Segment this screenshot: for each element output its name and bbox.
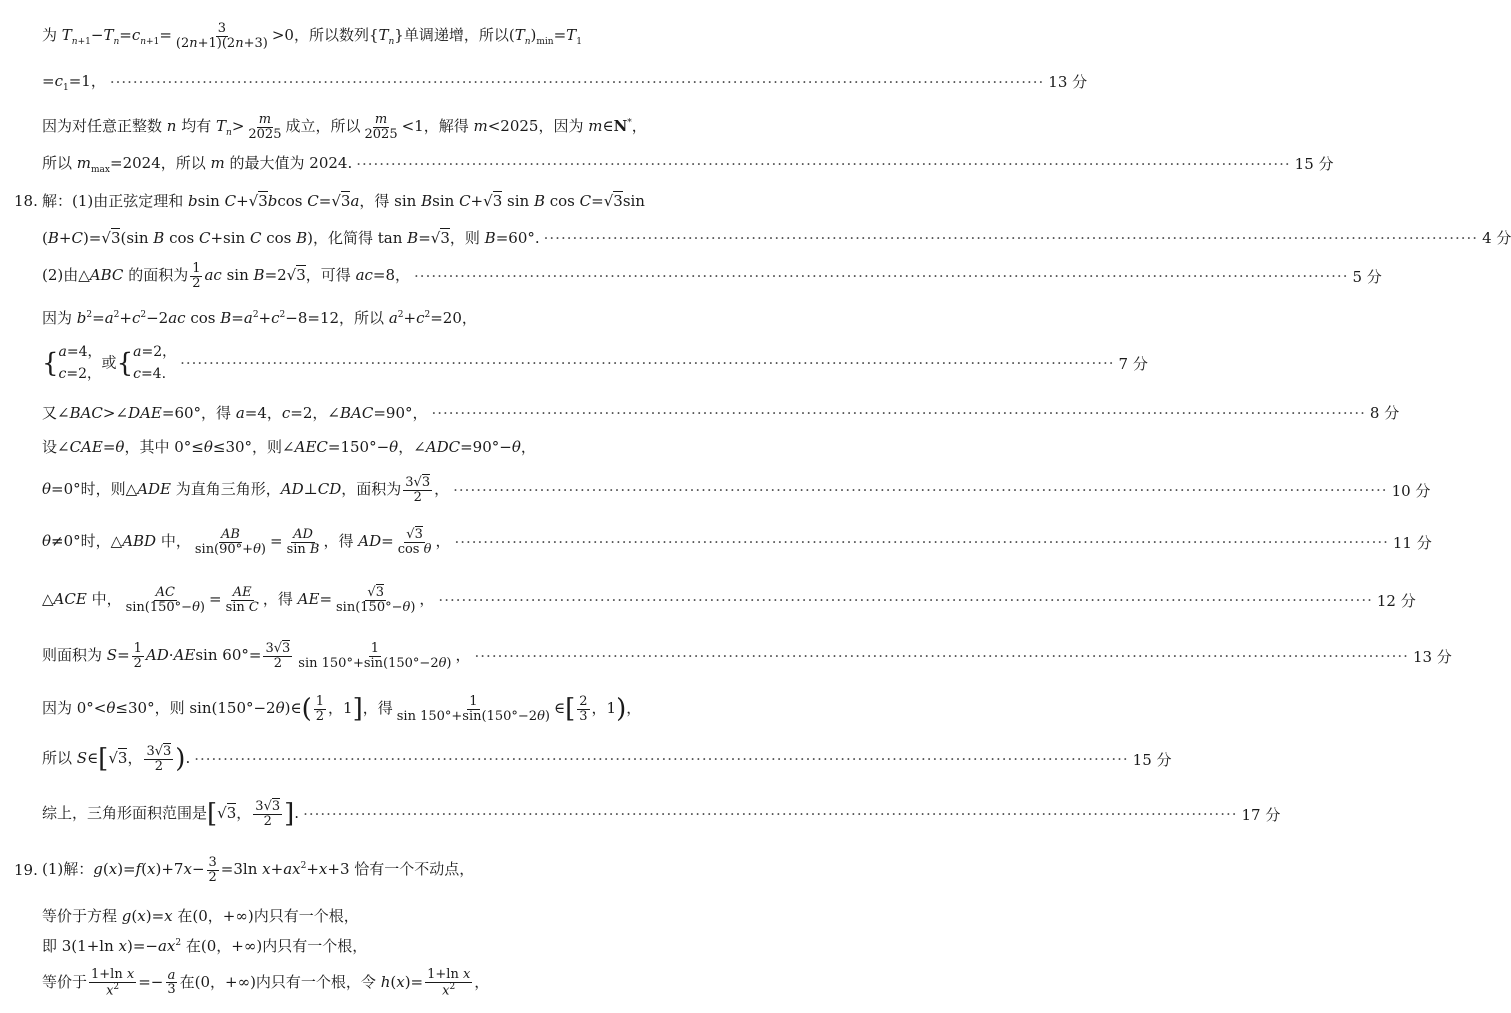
leader-dots: [454, 533, 1388, 551]
line-11: 设∠CAE=θ，其中 0°≤θ≤30°，则∠AEC=150°−θ，∠ADC=90°−θ，: [42, 438, 536, 456]
leader-dots: [180, 354, 1114, 372]
line-10: 又∠BAC>∠DAE=60°，得 a=4，c=2，∠BAC=90°， ····· 8 分: [42, 402, 678, 423]
line-22: 等价于 $\frac{\text{1+ln x}}{x^2}$ =− $\frac{a}{3}$ 在(0，+∞)内只有一个根，令 h(x)= $\frac{\text{1+ln x}}{x^2}$ ，: [42, 967, 490, 998]
score-13b: 13 分: [1412, 647, 1452, 666]
line-19: 19. (1)解：g(x)=f(x)+7x− $\frac{3}{2}$ =3ln $x+ax^2+x+3$ 恰有一个不动点，: [14, 855, 475, 885]
score-11: 11 分: [1392, 533, 1432, 552]
line-20: 等价于方程 g(x)=x 在(0，+∞)内只有一个根，: [42, 907, 359, 925]
score-5: 5 分: [1352, 267, 1382, 286]
leader-dots: [475, 647, 1409, 665]
line-1: 为 $T_{n+1}-T_n=c_{n+1}=$ $\frac{3}{(2n+1)(2n+3)}$ >0，所以数列$\{T_n\}$单调递增，所以$(T_n)_{min}=T_1$: [42, 21, 582, 51]
line-13: θ≠0°时，△ABD 中， $\frac{AB}{\sin(90^\circ+\theta)}$ = $\frac{AD}{\text{sin B}}$ ，得 AD= $\frac{√3}{\text{cos θ}}$ ， ····· 11 分: [42, 528, 678, 556]
leader-dots: [194, 750, 1128, 768]
line-4: 所以 $m_{max}=2024$，所以 m 的最大值为 2024. ····· 15 分: [42, 152, 678, 175]
score-17: 17 分: [1241, 805, 1281, 824]
line-16: 因为 0°<θ≤30°，则 sin(150°−2θ)∈( $\frac{1}{2}$ ，1]，得 $\frac{1}{\sin 150^\circ+\sin(150^\circ-2\theta)}$ ∈[ $\frac{2}{3}$ ，1)，: [42, 694, 642, 725]
line-18: 综上，三角形面积范围是[√3， $\frac{3√3}{2}$ ]. ····· 17 分: [42, 800, 678, 828]
leader-dots: [110, 73, 1044, 91]
line-14: △ACE 中， $\frac{AC}{\sin(150^\circ-\theta)}$ = $\frac{AE}{\text{sin C}}$ ，得 AE= $\frac{√3}{\sin(150^\circ-\theta)}$ ， ····· 12 分: [42, 586, 678, 614]
line-5: 18. 解：(1)由正弦定理和 bsin C+√3bcos C=√3a，得 sin Bsin C+√3 sin B cos C=√3sin: [14, 191, 645, 210]
leader-dots: [438, 591, 1372, 609]
score-8: 8 分: [1369, 404, 1400, 422]
score-12: 12 分: [1376, 591, 1416, 610]
line-2: $=c_1=1$， ····· 13 分: [42, 70, 678, 93]
line-3: 因为对任意正整数 n 均有 $T_n>$ $\frac{m}{2025}$ 成立，所以 $\frac{m}{2025}$ <1，解得 m<2025，因为 m∈N*，: [42, 112, 647, 142]
line-9: { a=4， c=2， 或{ a=2， c=4. ····· 7 分: [42, 340, 678, 386]
problem-number-19: 19.: [14, 861, 38, 880]
leader-dots: [414, 267, 1348, 285]
line-7: (2)由△ABC 的面积为 $\frac{1}{2}$ ac sin B=2√3，可得 ac=8， ····· 5 分: [42, 262, 678, 290]
score-13: 13 分: [1048, 73, 1088, 91]
line-6: (B+C)=√3(sin B cos C+sin C cos B)，化简得 tan B=√3，则 B=60°. ····· 4 分: [42, 227, 678, 248]
leader-dots: [431, 404, 1365, 422]
line-8: 因为 $b^2=a^2+c^2-2ac$ $\cos B=a^2+c^2-8=12$，所以 $a^2+c^2=20$，: [42, 309, 477, 327]
score-10: 10 分: [1391, 481, 1431, 500]
leader-dots: [544, 229, 1478, 247]
leader-dots: [356, 155, 1290, 173]
line-17: 所以 S∈[√3， $\frac{3√3}{2}$ ). ····· 15 分: [42, 745, 678, 773]
leader-dots: [303, 805, 1237, 823]
line-15: 则面积为 S= $\frac{1}{2}$ AD·AEsin 60°= $\frac{3√3}{2}$ $\frac{1}{\sin 150^\circ+\sin(150^\circ-2\theta)}$ ， ····· 13 分: [42, 642, 678, 670]
leader-dots: [453, 481, 1387, 499]
score-15: 15 分: [1294, 155, 1334, 173]
line-12: θ=0°时，则△ADE 为直角三角形，AD⊥CD，面积为 $\frac{3√3}{2}$ ， ····· 10 分: [42, 476, 678, 504]
score-7: 7 分: [1118, 354, 1148, 373]
problem-number-18: 18.: [14, 191, 38, 210]
line-21: 即 3(1+ln $x)=-ax^2$ 在(0，+∞)内只有一个根，: [42, 937, 368, 955]
score-4: 4 分: [1482, 229, 1511, 247]
score-15b: 15 分: [1132, 750, 1172, 769]
